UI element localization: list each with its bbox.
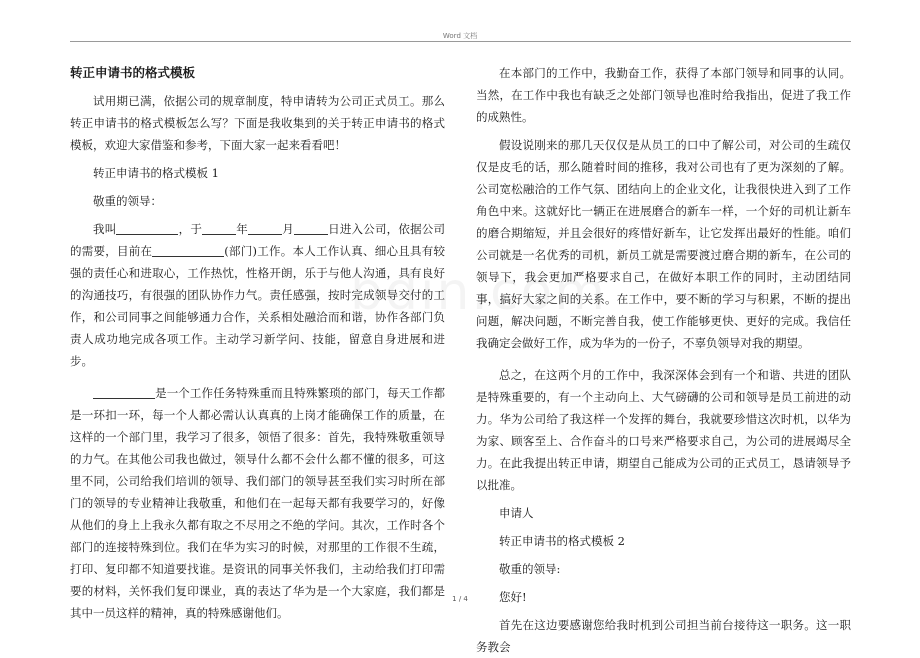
p2-rest: 是一个工作任务特殊重而且特殊繁琐的部门，每天工作都是一环扣一环，每一个人都必需认认真真的上岗才能确保工作的质量，在这样的一个部门里，我学习了很多，领悟了很多：首先，我特殊敬重领导的力气。在其他公司我也做过，领导什么都不会什么都不懂的很多，可这里不同，公司给我们培训的领导、我们部门的领导甚至我们实习时所在部门的领导的专业精神让我敬重，和他们在一起每天都有我要学习的，好像从他们的身上上我永久都有取之不尽用之不绝的学问。其次，工作时各个部门的连接特殊到位。我们在华为实习的时候，对那里的工作很不生疏，打印、复印都不知道要找谁。是资讯的同事关怀我们，主动给我们打印需要的材料，关怀我们复印课业，真的表达了华为是一个大家庭，我们都是其中一员这样的精神，真的特殊感谢他们。 — [70, 386, 445, 620]
right-paragraph-3: 总之，在这两个月的工作中，我深深体会到有一个和谐、共进的团队是特殊重要的，有一个主动向上、大气磅礴的公司和领导是员工前进的动力。华为公司给了我这样一个发挥的舞台，我就要珍惜这次时机，以华为为家、顾客至上、合作奋斗的口号来严格要求自己，为公司的进展竭尽全力。在此我提出转正申请，期望自己能成为公司的正式员工，恳请领导予以批准。 — [476, 368, 851, 492]
department-blank — [152, 242, 224, 257]
p1-year: 年 — [236, 222, 248, 236]
salutation-2: 敬重的领导: — [499, 562, 561, 576]
salutation: 敬重的领导： — [93, 194, 162, 208]
intro-paragraph: 试用期已满，依据公司的规章制度，特申请转为公司正式员工。那么转正申请书的格式模板怎么写？下面是我收集到的关于转正申请书的格式模板，欢迎大家借鉴和参考，下面大家一起来看看吧！ — [70, 94, 445, 152]
p1-name-prefix: 我叫 — [93, 222, 117, 236]
p1-day-rest: 日进入公司，依据公司的需要， — [70, 222, 446, 258]
p1-after-name: ，于 — [178, 222, 203, 236]
header-divider — [70, 41, 851, 42]
p1-cont1: 目前在 — [117, 244, 153, 258]
template-1-heading: 转正申请书的格式模板 1 — [93, 166, 219, 180]
day-blank — [294, 220, 328, 235]
p1-dept-rest: (部门)工作。本人工作认真、细心且具有较强的责任心和进取心，工作热忱，性格开朗，乐于与他人沟通，具有良好的沟通技巧，有很强的团队协作力气。责任感强，按时完成领导交付的工作，和公司同事之间能够通力合作，关系相处融洽而和谐，协作各部门负责人成功地完成各项工作。主动学习新学问、技能，留意自身进展和进步。 — [70, 244, 446, 368]
paragraph-1 — [70, 218, 445, 372]
month-blank — [248, 220, 282, 235]
department-blank-2 — [93, 384, 155, 399]
right-column — [476, 62, 851, 658]
greeting: 您好! — [499, 590, 527, 604]
template-2-heading: 转正申请书的格式模板 2 — [499, 534, 625, 548]
applicant-label: 申请人 — [499, 506, 534, 520]
right-paragraph-1: 在本部门的工作中，我勤奋工作，获得了本部门领导和同事的认同。当然，在工作中我也有缺乏之处部门领导也准时给我指出，促进了我工作的成熟性。 — [476, 66, 851, 124]
right-paragraph-2: 假设说刚来的那几天仅仅是从员工的口中了解公司，对公司的生疏仅仅是皮毛的话，那么随着时间的推移，我对公司也有了更为深刻的了解。公司宽松融洽的工作气氛、团结向上的企业文化，让我很快进入到了工作角色中来。这就好比一辆正在进展磨合的新车一样，一个好的司机让新车的磨合期缩短，并且会很好的疼惜好新车，让它发挥出最好的性能。咱们公司就是一名优秀的司机，新员工就是需要渡过磨合期的新车，在公司的领导下，我会更加严格要求自己，在做好本职工作的同时，主动团结同事，搞好大家之间的关系。在工作中，要不断的学习与积累，不断的提出问题，解决问题，不断完善自我，使工作能够更快、更好的完成。我信任我确定会做好工作，成为华为的一份子，不辜负领导对我的期望。 — [476, 138, 851, 350]
right-paragraph-4: 首先在这边要感谢您给我时机到公司担当前台接待这一职务。这一职务教会 — [476, 618, 851, 654]
p1-month: 月 — [281, 222, 294, 236]
header-label: Word 文档 — [442, 32, 478, 40]
paragraph-2 — [70, 382, 445, 624]
left-column — [70, 62, 445, 624]
page-header — [0, 0, 920, 44]
page-number: 1 / 4 — [452, 595, 468, 603]
document-title: 转正申请书的格式模板 — [70, 65, 196, 80]
year-blank — [202, 220, 236, 235]
name-blank — [116, 220, 178, 235]
